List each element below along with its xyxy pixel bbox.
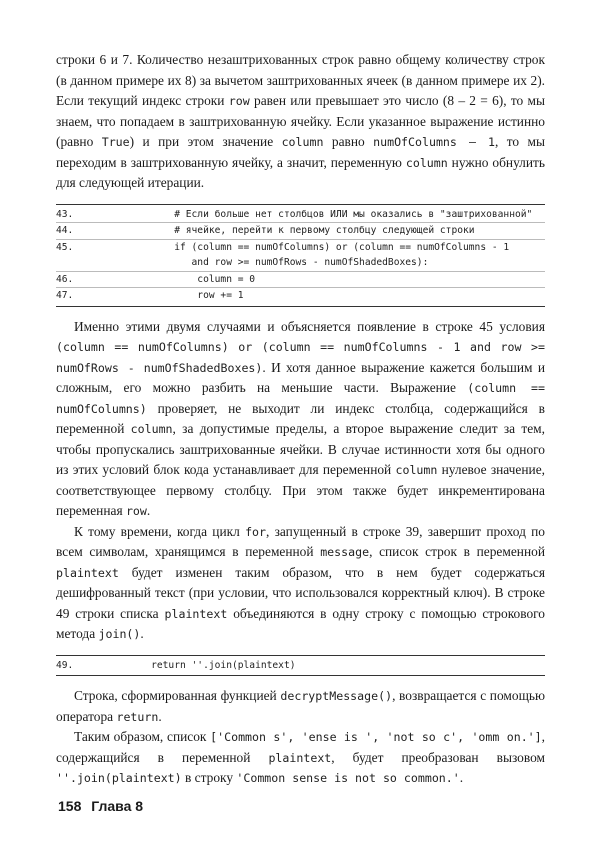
inline-code: row — [125, 504, 147, 518]
text: , будет преобразован вызовом — [331, 749, 545, 765]
line-number: 47. — [56, 290, 74, 301]
text: . — [459, 770, 464, 785]
line-number: 49. — [56, 659, 74, 671]
code-text: if (column == numOfColumns) or (column == numOfColumns - 1 — [128, 241, 510, 253]
inline-code: decryptMessage() — [280, 689, 393, 703]
inline-code: row — [228, 94, 250, 108]
inline-code: plaintext — [268, 750, 332, 765]
text: . — [158, 708, 162, 724]
text: равно — [323, 134, 374, 149]
text: , запущенный в строке 39, завершит проход по всем символам, хранящимся в переменной — [56, 523, 546, 559]
page-number: 158 — [58, 798, 82, 814]
text: строки 6 и 7. Количество незаштрихованных строк равно общему количеству строк (в данном примере их 8) за вычетом заштрихованных ячеек (в данном примере их 2). Если текущий индекс строки — [56, 52, 545, 108]
text: , за допустимые пределы, а второе выражение следит за тем, чтобы пропускались заштрихованные ячейки. В случае истинности хотя бы одного из этих условий блок кода устанавливает для переменной — [56, 421, 545, 477]
code-text: column = 0 — [128, 273, 256, 285]
code-line — [56, 287, 545, 304]
text: ) и при этом значение — [129, 134, 282, 149]
text: проверяет, не выходит ли индекс столбца, содержащийся в переменной — [56, 400, 545, 436]
line-number: 46. — [56, 273, 74, 285]
inline-code: column — [405, 155, 448, 170]
text: . И хотя данное выражение кажется большим и сложным, его можно разбить на меньшие части. Выражение — [56, 359, 545, 395]
text: нужно обнулить для следующей итерации. — [56, 154, 545, 190]
paragraph-4 — [56, 686, 545, 727]
line-number — [56, 255, 128, 271]
code-listing-1 — [56, 204, 545, 307]
text: в строку — [181, 770, 237, 785]
code-text: # ячейке, перейти к первому столбцу следующей строки — [128, 225, 475, 236]
inline-code: column — [281, 135, 324, 149]
line-number: 44. — [56, 225, 74, 236]
text: , возвращается с помощью оператора — [56, 688, 545, 724]
text: Строка, сформированная функцией — [74, 688, 281, 703]
page-footer — [58, 798, 143, 814]
text: . — [140, 626, 144, 641]
inline-code: True — [101, 135, 130, 149]
code-line — [56, 207, 545, 223]
inline-code: return — [116, 709, 159, 724]
text: К тому времени, когда цикл — [74, 523, 246, 539]
line-number: 45. — [56, 241, 74, 253]
text: равен или превышает это число (8 – 2 = 6), то мы знаем, что попадаем в заштрихованную ячейку. Если указанное выражение истинно (равно — [56, 93, 545, 149]
line-number: 43. — [56, 208, 74, 220]
text: , содержащийся в переменной — [56, 729, 545, 765]
inline-code: (column == numOfColumns) or (column == numOfColumns - 1 and row >= numOfRows - numOfShadedBoxes) — [56, 340, 545, 375]
inline-code: join() — [98, 627, 141, 641]
text: объединяются в одну строку с помощью строкового метода — [56, 605, 545, 641]
code-text: and row >= numOfRows - numOfShadedBoxes): — [128, 257, 429, 268]
code-line — [56, 239, 545, 256]
code-line — [56, 255, 545, 271]
text: . — [146, 503, 151, 518]
inline-code: numOfColumns – 1 — [373, 135, 495, 149]
inline-code: for — [245, 524, 267, 539]
inline-code: column — [130, 422, 173, 436]
code-text: return ''.join(plaintext) — [128, 659, 296, 671]
text: нулевое значение, соответствующее первому столбцу. При этом также будет инкрементирована переменная — [56, 462, 545, 518]
text: , список строк в переменной — [369, 544, 545, 559]
inline-code: plaintext — [164, 606, 228, 621]
text: Именно этими двумя случаями и объясняется появление в строке 45 условия — [74, 318, 545, 334]
inline-code: column — [395, 463, 438, 477]
paragraph-1 — [56, 50, 545, 194]
text: , то мы переходим в заштрихованную ячейку, а значит, переменную — [56, 134, 546, 170]
code-line — [56, 222, 545, 239]
inline-code: ''.join(plaintext) — [56, 771, 182, 785]
paragraph-5 — [56, 727, 545, 789]
text: будет изменен таким образом, что в нем будет содержаться дешифрованный текст (при условии, что использовался корректный ключ). В строке 49 строки списка — [56, 564, 545, 621]
code-text: # Если больше нет столбцов ИЛИ мы оказались в "заштрихованной" — [128, 208, 533, 220]
code-listing-2 — [56, 655, 545, 677]
paragraph-3 — [56, 522, 545, 645]
paragraph-2 — [56, 317, 545, 522]
inline-code: 'Common sense is not so common.' — [236, 771, 460, 785]
code-line — [56, 658, 545, 674]
chapter-label: Глава 8 — [91, 798, 144, 814]
inline-code: plaintext — [56, 565, 119, 580]
code-text: row += 1 — [128, 290, 244, 301]
page-body — [56, 50, 545, 789]
inline-code: message — [320, 545, 370, 559]
code-line — [56, 271, 545, 288]
text: Таким образом, список — [74, 729, 211, 744]
inline-code: ['Common s', 'ense is ', 'not so c', 'omm on.'] — [210, 730, 542, 744]
inline-code: (column == numOfColumns) — [56, 381, 545, 416]
